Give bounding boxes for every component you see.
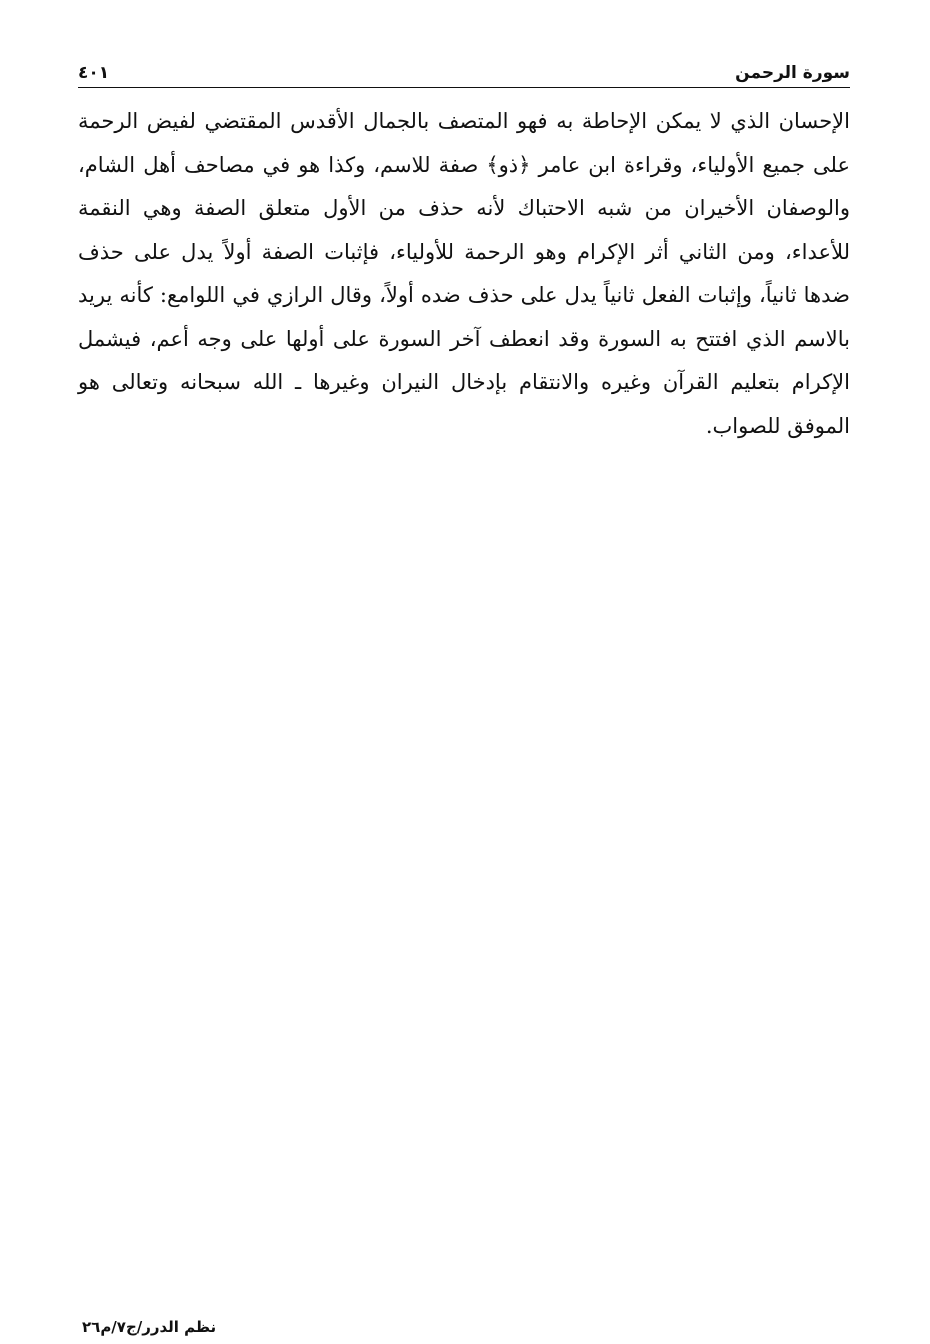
printer-signature: نظم الدرر/ج٧/م٢٦ (82, 1318, 217, 1336)
running-header (78, 56, 850, 88)
body-text (78, 100, 850, 448)
body-paragraph: الإحسان الذي لا يمكن الإحاطة به فهو المتصف بالجمال الأقدس المقتضي لفيض الرحمة على جميع الأولياء، وقراءة ابن عامر ﴿ذو﴾ صفة للاسم، وكذا هو في مصاحف أهل الشام، والوصفان الأخيران من شبه الاحتباك لأنه حذف من الأول متعلق الصفة وهي النقمة للأعداء، ومن الثاني أثر الإكرام وهو الرحمة للأولياء، فإثبات الصفة أولاً يدل على حذف ضدها ثانياً، وإثبات الفعل ثانياً يدل على حذف ضده أولاً، وقال الرازي في اللوامع: كأنه يريد بالاسم الذي افتتح به السورة وقد انعطف آخر السورة على أولها على وجه أعم، فيشمل الإكرام بتعليم القرآن وغيره والانتقام بإدخال النيران وغيرها ـ الله سبحانه وتعالى هو الموفق للصواب. (78, 109, 850, 438)
page-number: ٤٠١ (78, 63, 110, 83)
surah-title: سورة الرحمن (735, 63, 850, 83)
